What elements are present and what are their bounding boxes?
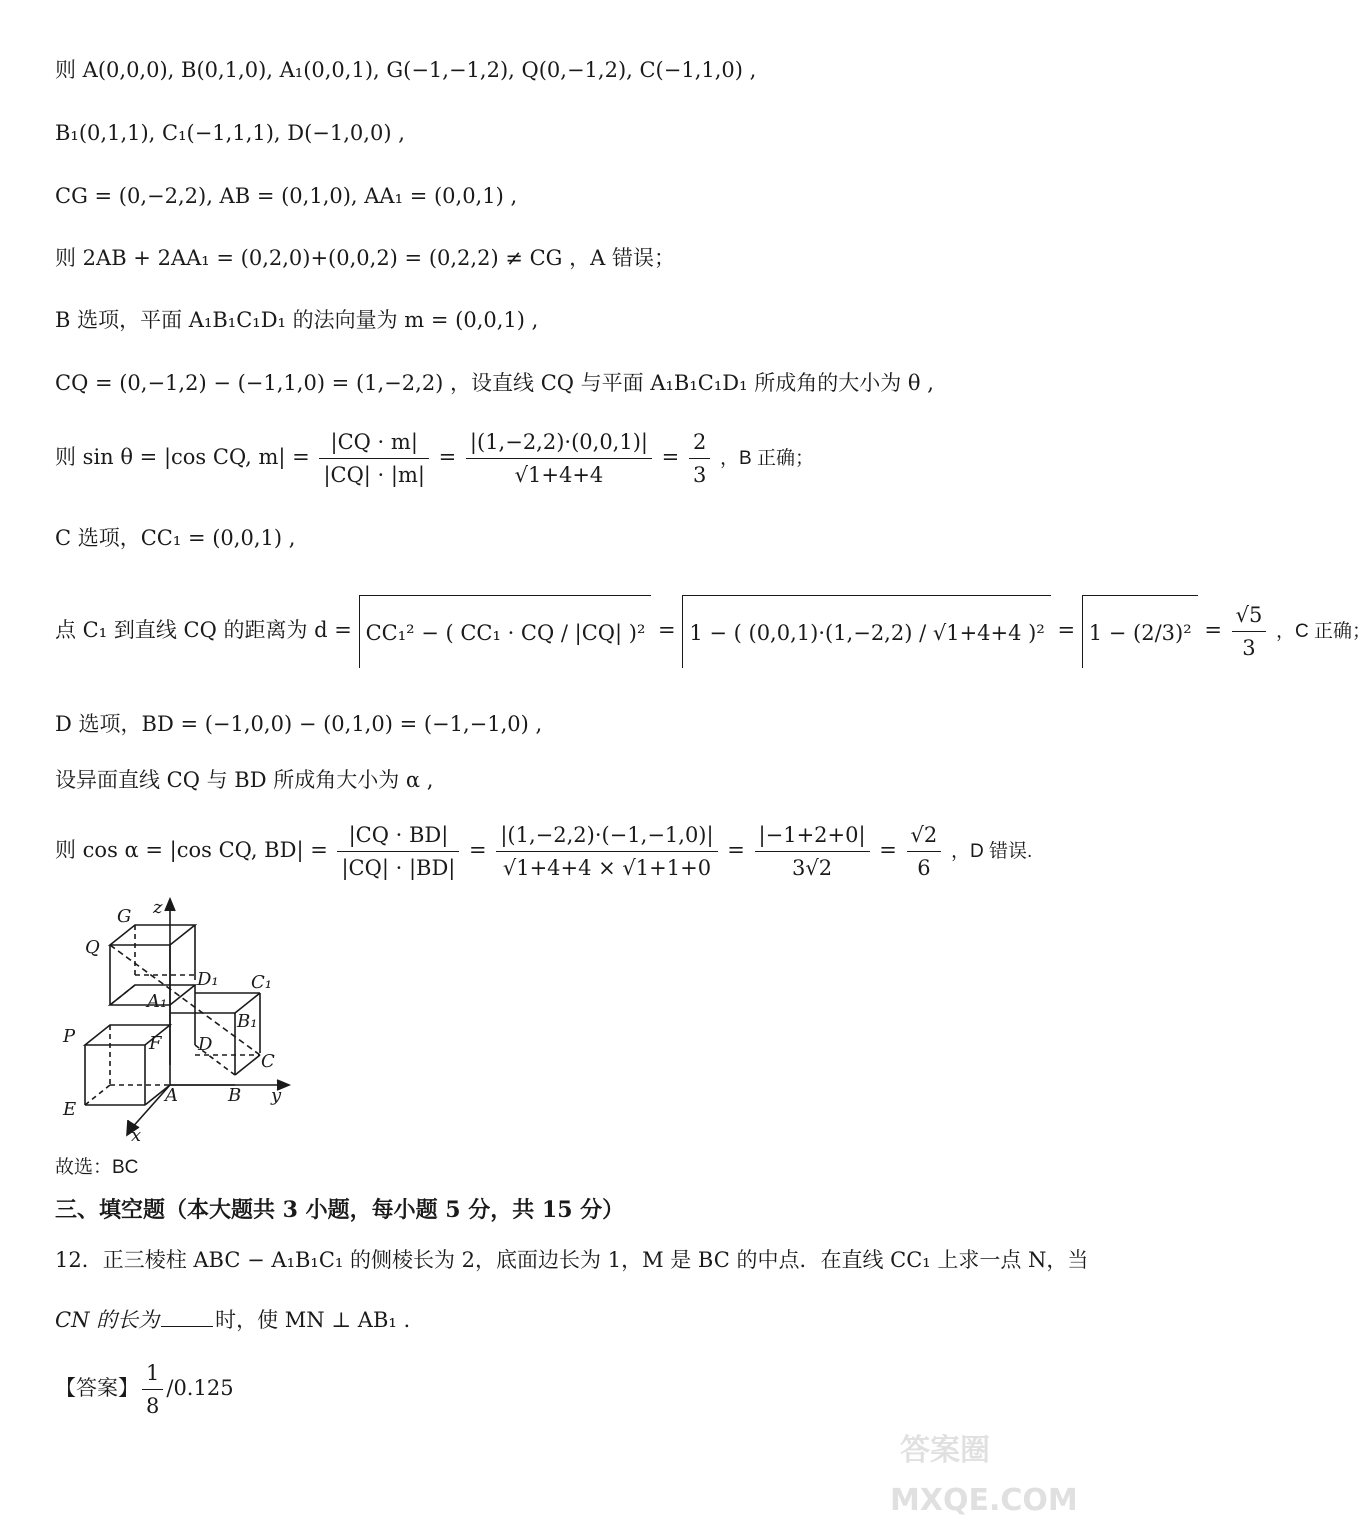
answer-label: 【答案】 [55,1376,139,1400]
option-d-intro: D 选项，BD = (−1,0,0) − (0,1,0) = (−1,−1,0) , [55,712,543,736]
label-b1: B₁ [237,1011,258,1032]
sin-fraction-1-num: |CQ · m| [319,428,429,459]
label-f: F [149,1033,162,1054]
choice-line: 故选：BC [55,1157,139,1178]
sin-result-num: 2 [689,428,710,459]
option-c-verdict: ，C 正确； [1276,621,1371,642]
cube-figure [55,895,305,1145]
coords-line-2: B₁(0,1,1), C₁(−1,1,1), D(−1,0,0) , [55,121,405,145]
q12-line-2-b: 时，使 MN ⊥ AB₁ . [215,1308,411,1332]
label-q: Q [85,937,100,958]
sin-fraction-2-num: |(1,−2,2)·(0,0,1)| [466,428,652,459]
watermark-logo [880,1415,1078,1525]
label-d1: D₁ [197,969,219,990]
watermark-en: MXQE.COM [890,1483,1078,1518]
cos-fraction-3 [755,821,870,882]
label-c: C [261,1051,275,1072]
distance-result-num: √5 [1232,601,1267,632]
answer-tail: /0.125 [166,1376,234,1400]
cos-fraction-3-den: 3√2 [792,856,833,880]
cos-result-num: √2 [907,821,942,852]
distance-sqrt-1: CC₁² − ( CC₁ · CQ / |CQ| )² [359,595,652,668]
option-a-line: 则 2AB + 2AA₁ = (0,2,0)+(0,0,2) = (0,2,2) ≠ CG ，A 错误； [55,246,675,270]
sin-result-fraction [689,428,710,489]
cos-fraction-2-den: √1+4+4 × √1+1+0 [502,856,712,880]
option-d-angle-line: 设异面直线 CQ 与 BD 所成角大小为 α , [55,768,434,792]
q12-line-2-a: CN 的长为 [55,1308,160,1332]
distance-result-den: 3 [1242,636,1256,660]
sin-result-den: 3 [692,463,707,487]
cos-result-den: 6 [917,856,931,880]
option-d-verdict: ，D 错误. [950,841,1033,862]
label-d: D [198,1034,213,1055]
cos-fraction-2-num: |(1,−2,2)·(−1,−1,0)| [496,821,717,852]
option-c-distance-formula: 点 C₁ 到直线 CQ 的距离为 d = CC₁² − ( CC₁ · CQ / |CQ| )² = 1 − ( (0,0,1)·(1,−2,2) / √1+4+4 )² = 1 − (2/3)² = $\frac{√5}{3}$ ，C 正确； [55,595,1050,668]
distance-prefix: 点 C₁ 到直线 CQ 的距离为 d = [55,618,352,642]
option-c-intro: C 选项，CC₁ = (0,0,1) , [55,526,296,550]
answer-den: 8 [146,1394,160,1418]
cos-fraction-2 [496,821,717,882]
option-b-intro: B 选项，平面 A₁B₁C₁D₁ 的法向量为 m = (0,0,1) , [55,308,539,332]
q12-line-2 [55,1305,1050,1335]
option-b-cq-line: CQ = (0,−1,2) − (−1,1,0) = (1,−2,2) ，设直线 CQ 与平面 A₁B₁C₁D₁ 所成角的大小为 θ , [55,371,934,395]
vectors-line: CG = (0,−2,2), AB = (0,1,0), AA₁ = (0,0,1) , [55,184,518,208]
label-g: G [117,906,132,927]
sin-fraction-2-den: √1+4+4 [514,463,604,487]
option-d-cos-formula: 则 cos α = |cos CQ, BD| = $\frac{|CQ \cdot BD|}{|CQ| \cdot |BD|}$ = $\frac{|(1,-2,2)\cdot(-1,-1,0)|}{√1+4+4 \times √1+1+0}$ = $\frac{|-1+2+0|}{3√2}$ = $\frac{√2}{6}$ ，D 错误. [55,823,1033,880]
label-p: P [63,1026,76,1047]
cos-fraction-1-num: |CQ · BD| [337,821,459,852]
cos-fraction-1 [337,821,459,882]
option-b-sin-formula: 则 sin θ = |cos CQ, m| = $\frac{|CQ \cdot m|}{|CQ| \cdot |m|}$ = $\frac{|(1,-2,2)\cdot(0,0,1)|}{√1+4+4}$ = $\frac{2}{3}$ ，B 正确； [55,430,814,487]
label-c1: C₁ [251,972,272,993]
label-x: x [131,1125,142,1146]
option-b-verdict: ，B 正确； [720,448,814,469]
cos-result-fraction [907,821,942,882]
q12-answer [55,1358,1050,1420]
cos-prefix: 则 cos α = |cos CQ, BD| = [55,838,328,862]
answer-fraction [142,1359,163,1420]
distance-sqrt-3: 1 − (2/3)² [1082,595,1198,668]
watermark-cn: 答案圈 [900,1433,990,1468]
section-3-heading: 三、填空题（本大题共 3 小题，每小题 5 分，共 15 分） [55,1197,625,1223]
cos-fraction-3-num: |−1+2+0| [755,821,870,852]
label-e: E [63,1099,77,1120]
sin-prefix: 则 sin θ = |cos CQ, m| = [55,445,310,469]
label-z: z [153,897,163,918]
label-a1: A₁ [147,991,168,1012]
sin-fraction-1-den: |CQ| · |m| [323,463,425,487]
label-b: B [228,1085,242,1106]
answer-blank [161,1326,213,1327]
sin-fraction-1 [319,428,429,489]
distance-sqrt-2: 1 − ( (0,0,1)·(1,−2,2) / √1+4+4 )² [682,595,1050,668]
distance-result-fraction [1232,601,1267,662]
label-y: y [271,1085,282,1106]
coords-line-1: 则 A(0,0,0), B(0,1,0), A₁(0,0,1), G(−1,−1,2), Q(0,−1,2), C(−1,1,0) , [55,58,757,82]
answer-num: 1 [142,1359,163,1390]
cos-fraction-1-den: |CQ| · |BD| [341,856,456,880]
label-a: A [165,1085,178,1106]
sin-fraction-2 [466,428,652,489]
q12-line-1: 12．正三棱柱 ABC − A₁B₁C₁ 的侧棱长为 2，底面边长为 1，M 是 BC 的中点．在直线 CC₁ 上求一点 N，当 [55,1248,1089,1272]
